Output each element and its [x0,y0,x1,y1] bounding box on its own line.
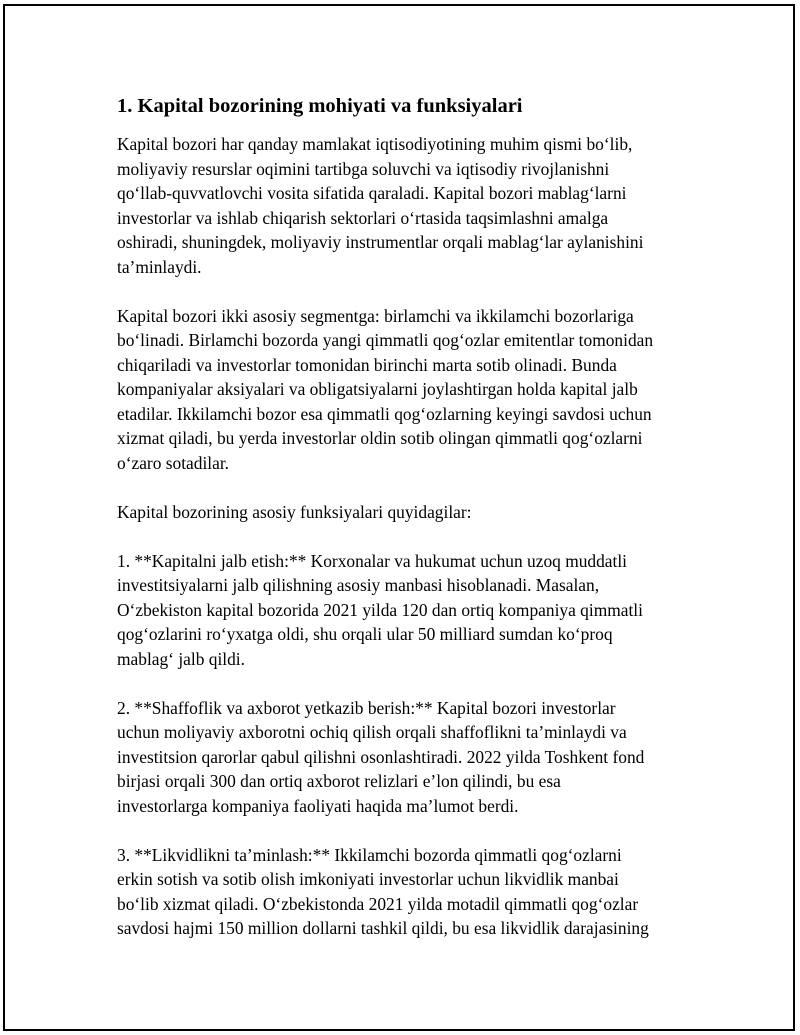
text-line: investorlar va ishlab chiqarish sektorlari o‘rtasida taqsimlashni amalga [117,207,609,228]
text-line: bo‘lib xizmat qiladi. O‘zbekistonda 2021 yilda motadil qimmatli qog‘ozlar [117,893,639,914]
text-line: ta’minlaydi. [117,256,202,277]
text-line: mablag‘ jalb qildi. [117,648,245,669]
text-line: 3. **Likvidlikni ta’minlash:** Ikkilamchi bozorda qimmatli qog‘ozlarni [117,844,622,865]
text-line: kompaniyalar aksiyalari va obligatsiyalarni joylashtirgan holda kapital jalb [117,379,638,399]
section-heading: 1. Kapital bozorining mohiyati va funksiyalari [117,95,523,117]
text-line: Kapital bozori har qanday mamlakat iqtisodiyotining muhim qismi bo‘lib, [117,134,633,154]
paragraph-intro [117,132,697,279]
text-line: xizmat qiladi, bu yerda investorlar oldin sotib olingan qimmatli qog‘ozlarni [117,428,643,448]
text-line: 1. **Kapitalni jalb etish:** Korxonalar va hukumat uchun uzoq muddatli [117,550,628,571]
text-line: moliyaviy resurslar oqimini tartibga soluvchi va iqtisodiy rivojlanishni [117,158,610,179]
paragraph-functions-intro [117,500,697,525]
list-item-capital [117,549,697,672]
text-line: etadilar. Ikkilamchi bozor esa qimmatli qog‘ozlarning keyingi savdosi uchun [117,403,652,424]
text-line: chiqariladi va investorlar tomonidan birinchi marta sotib olinadi. Bunda [117,354,617,375]
text-line: uchun moliyaviy axborotni ochiq qilish orqali shaffoflikni ta’minlaydi va [117,722,627,742]
text-line: investitsiyalarni jalb qilishning asosiy manbasi hisoblanadi. Masalan, [117,575,600,595]
text-line: bo‘linadi. Birlamchi bozorda yangi qimmatli qog‘ozlar emitentlar tomonidan [117,330,654,350]
text-line: oshiradi, shuningdek, moliyaviy instrumentlar orqali mablag‘lar aylanishini [117,232,644,252]
text-line: qog‘ozlarini ro‘yxatga oldi, shu orqali ular 50 milliard sumdan ko‘proq [117,624,613,644]
list-item-liquidity [117,843,697,941]
paragraph-segments [117,304,697,476]
text-line: Kapital bozorining asosiy funksiyalari quyidagilar: [117,501,472,522]
text-line: Kapital bozori ikki asosiy segmentga: birlamchi va ikkilamchi bozorlariga [117,305,634,326]
text-line: birjasi orqali 300 dan ortiq axborot relizlari e’lon qilindi, bu esa [117,771,561,791]
text-line: O‘zbekiston kapital bozorida 2021 yilda 120 dan ortiq kompaniya qimmatli [117,599,643,620]
text-line: investorlarga kompaniya faoliyati haqida ma’lumot berdi. [117,795,519,816]
text-line: erkin sotish va sotib olish imkoniyati investorlar uchun likvidlik manbai [117,869,619,889]
text-line: investitsion qarorlar qabul qilishni osonlashtiradi. 2022 yilda Toshkent fond [117,746,645,767]
text-line: savdosi hajmi 150 million dollarni tashkil qildi, bu esa likvidlik darajasining [117,918,649,938]
document-body [117,94,697,965]
text-line: 2. **Shaffoflik va axborot yetkazib berish:** Kapital bozori investorlar [117,697,616,718]
text-line: qo‘llab-quvvatlovchi vosita sifatida qaraladi. Kapital bozori mablag‘larni [117,183,627,203]
list-item-transparency [117,696,697,819]
text-line: o‘zaro sotadilar. [117,452,230,473]
